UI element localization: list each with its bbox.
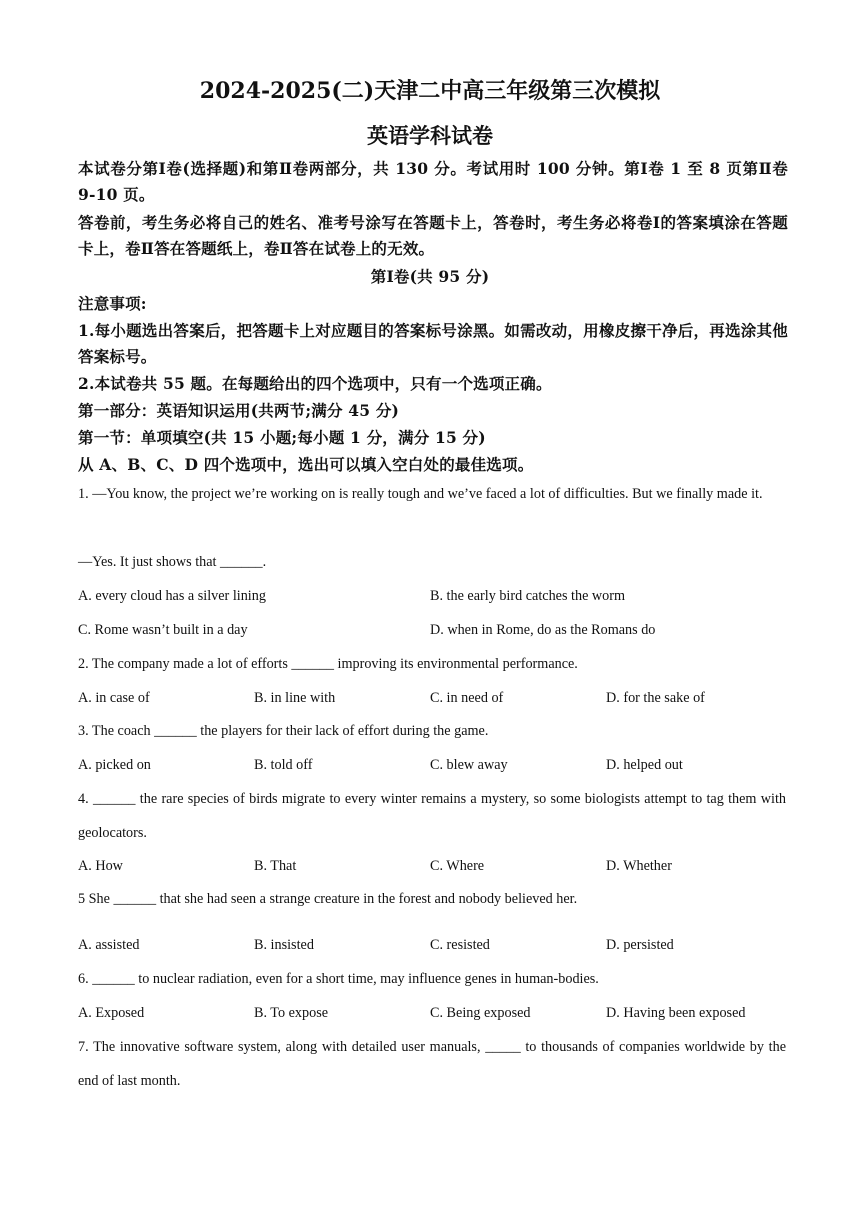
- exam-subtitle: 英语学科试卷: [367, 123, 493, 148]
- section-heading: 第一节：单项填空(共 15 小题;每小题 1 分，满分 15 分): [78, 428, 486, 447]
- question-3-stem: 3. The coach ______ the players for their lack of effort during the game.: [78, 723, 489, 739]
- intro-paragraph-2: 答卷前，考生务必将自己的姓名、准考号涂写在答题卡上，答卷时，考生务必将卷Ⅰ的答案填涂在答题卡上，卷Ⅱ答在答题纸上，卷Ⅱ答在试卷上的无效。: [78, 213, 788, 258]
- notes-heading: 注意事项:: [78, 294, 147, 313]
- q5-option-a: A. assisted: [78, 937, 140, 953]
- part-heading: 第一部分：英语知识运用(共两节;满分 45 分): [78, 401, 400, 420]
- note-1: 1.每小题选出答案后，把答题卡上对应题目的答案标号涂黑。如需改动，用橡皮擦干净后，再选涂其他答案标号。: [78, 321, 788, 366]
- q5-option-b: B. insisted: [254, 937, 314, 953]
- question-4-stem: 4. ______ the rare species of birds migrate to every winter remains a mystery, so some biologists attempt to tag them with geolocators.: [78, 791, 786, 841]
- q3-option-a: A. picked on: [78, 757, 151, 773]
- question-6-stem: 6. ______ to nuclear radiation, even for a short time, may influence genes in human-bodies.: [78, 971, 599, 987]
- q6-option-c: C. Being exposed: [430, 1005, 531, 1021]
- intro-paragraph-1: 本试卷分第Ⅰ卷(选择题)和第Ⅱ卷两部分，共 130 分。考试用时 100 分钟。第Ⅰ卷 1 至 8 页第Ⅱ卷 9-10 页。: [78, 159, 788, 204]
- q3-option-c: C. blew away: [430, 757, 508, 773]
- question-7-stem: 7. The innovative software system, along with detailed user manuals, _____ to thousands of companies worldwide by the end of last month.: [78, 1039, 786, 1089]
- q5-option-c: C. resisted: [430, 937, 490, 953]
- question-2-stem: 2. The company made a lot of efforts ______ improving its environmental performance.: [78, 656, 578, 672]
- q2-option-c: C. in need of: [430, 690, 504, 706]
- question-1-stem: 1. —You know, the project we’re working on is really tough and we’ve faced a lot of difficulties. But we finally made it.: [78, 486, 763, 502]
- section-title: 第Ⅰ卷(共 95 分): [370, 267, 490, 286]
- q1-option-c: C. Rome wasn’t built in a day: [78, 622, 248, 638]
- q3-option-b: B. told off: [254, 757, 313, 773]
- q2-option-d: D. for the sake of: [606, 690, 705, 706]
- q4-option-a: A. How: [78, 858, 123, 874]
- q1-option-d: D. when in Rome, do as the Romans do: [430, 622, 656, 638]
- q4-option-d: D. Whether: [606, 858, 672, 874]
- exam-title: 2024-2025(二)天津二中高三年级第三次模拟: [199, 78, 661, 104]
- q6-option-b: B. To expose: [254, 1005, 329, 1021]
- instruction: 从 A、B、C、D 四个选项中，选出可以填入空白处的最佳选项。: [78, 455, 534, 474]
- q1-option-b: B. the early bird catches the worm: [430, 588, 626, 604]
- question-5-stem: 5 She ______ that she had seen a strange creature in the forest and nobody believed her.: [78, 891, 578, 907]
- q3-option-d: D. helped out: [606, 757, 683, 773]
- note-2: 2.本试卷共 55 题。在每题给出的四个选项中，只有一个选项正确。: [78, 374, 552, 393]
- q2-option-a: A. in case of: [78, 690, 150, 706]
- question-1-reply: —Yes. It just shows that ______.: [78, 554, 267, 570]
- q2-option-b: B. in line with: [254, 690, 336, 706]
- q5-option-d: D. persisted: [606, 937, 674, 953]
- q6-option-a: A. Exposed: [78, 1005, 145, 1021]
- q6-option-d: D. Having been exposed: [606, 1005, 746, 1021]
- q1-option-a: A. every cloud has a silver lining: [78, 588, 266, 604]
- q4-option-b: B. That: [254, 858, 297, 874]
- q4-option-c: C. Where: [430, 858, 485, 874]
